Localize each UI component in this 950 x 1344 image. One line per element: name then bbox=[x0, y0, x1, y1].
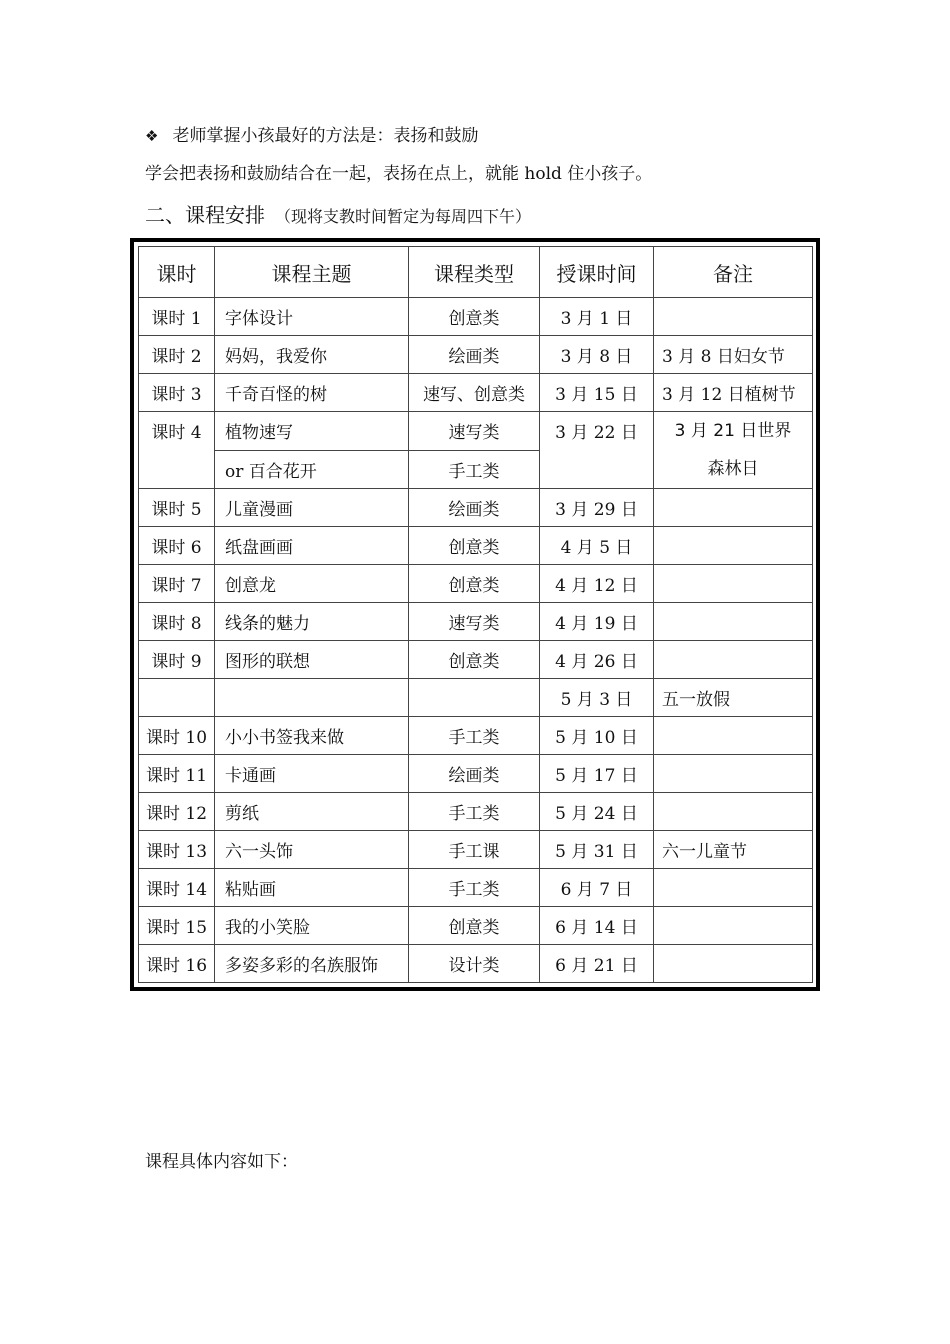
intro-line-1: 老师掌握小孩最好的方法是：表扬和鼓励 bbox=[172, 126, 479, 146]
cell-lesson bbox=[139, 679, 215, 717]
table-row bbox=[139, 603, 813, 641]
cell-topic: 多姿多彩的名族服饰 bbox=[215, 945, 409, 983]
cell-note bbox=[654, 755, 813, 793]
course-schedule-table bbox=[138, 246, 813, 983]
cell-note bbox=[654, 869, 813, 907]
header-date: 授课时间 bbox=[540, 247, 654, 298]
cell-note bbox=[654, 945, 813, 983]
table-row bbox=[139, 945, 813, 983]
header-note: 备注 bbox=[654, 247, 813, 298]
cell-topic: 剪纸 bbox=[215, 793, 409, 831]
table-row bbox=[139, 679, 813, 717]
cell-lesson: 课时 15 bbox=[139, 907, 215, 945]
cell-type: 创意类 bbox=[409, 565, 540, 603]
cell-type: 手工类 bbox=[409, 869, 540, 907]
cell-date: 4 月 26 日 bbox=[540, 641, 654, 679]
course-schedule-table-frame bbox=[130, 238, 820, 991]
cell-date: 3 月 8 日 bbox=[540, 336, 654, 374]
outro-text: 课程具体内容如下： bbox=[145, 1152, 298, 1172]
cell-lesson: 课时 6 bbox=[139, 527, 215, 565]
cell-type: 绘画类 bbox=[409, 755, 540, 793]
cell-note bbox=[654, 527, 813, 565]
cell-lesson: 课时 2 bbox=[139, 336, 215, 374]
cell-type: 设计类 bbox=[409, 945, 540, 983]
section-heading bbox=[145, 199, 531, 228]
intro-line-2: 学会把表扬和鼓励结合在一起，表扬在点上，就能 hold 住小孩子。 bbox=[145, 164, 653, 184]
cell-note: 3 月 8 日妇女节 bbox=[654, 336, 813, 374]
cell-date: 6 月 14 日 bbox=[540, 907, 654, 945]
cell-type: 创意类 bbox=[409, 298, 540, 336]
table-row bbox=[139, 412, 813, 451]
cell-lesson: 课时 7 bbox=[139, 565, 215, 603]
header-type: 课程类型 bbox=[409, 247, 540, 298]
table-row bbox=[139, 831, 813, 869]
cell-date: 5 月 24 日 bbox=[540, 793, 654, 831]
cell-topic: 我的小笑脸 bbox=[215, 907, 409, 945]
cell-date: 6 月 7 日 bbox=[540, 869, 654, 907]
cell-topic: 字体设计 bbox=[215, 298, 409, 336]
cell-date: 3 月 15 日 bbox=[540, 374, 654, 412]
cell-lesson: 课时 11 bbox=[139, 755, 215, 793]
table-row bbox=[139, 755, 813, 793]
cell-lesson: 课时 9 bbox=[139, 641, 215, 679]
cell-lesson: 课时 8 bbox=[139, 603, 215, 641]
cell-note bbox=[654, 641, 813, 679]
cell-topic: 儿童漫画 bbox=[215, 489, 409, 527]
cell-date: 5 月 3 日 bbox=[540, 679, 654, 717]
cell-type: 创意类 bbox=[409, 641, 540, 679]
cell-date: 4 月 5 日 bbox=[540, 527, 654, 565]
cell-date: 4 月 12 日 bbox=[540, 565, 654, 603]
cell-lesson: 课时 12 bbox=[139, 793, 215, 831]
cell-topic: 千奇百怪的树 bbox=[215, 374, 409, 412]
table-row bbox=[139, 336, 813, 374]
table-row bbox=[139, 907, 813, 945]
intro-bullet-line bbox=[145, 121, 478, 146]
cell-type: 手工类 bbox=[409, 793, 540, 831]
table-row bbox=[139, 869, 813, 907]
cell-type: 创意类 bbox=[409, 907, 540, 945]
cell-topic: 粘贴画 bbox=[215, 869, 409, 907]
cell-date: 5 月 17 日 bbox=[540, 755, 654, 793]
cell-date: 5 月 31 日 bbox=[540, 831, 654, 869]
cell-lesson: 课时 10 bbox=[139, 717, 215, 755]
cell-topic: 卡通画 bbox=[215, 755, 409, 793]
cell-topic: 妈妈，我爱你 bbox=[215, 336, 409, 374]
cell-lesson: 课时 5 bbox=[139, 489, 215, 527]
table-row bbox=[139, 298, 813, 336]
cell-topic: 图形的联想 bbox=[215, 641, 409, 679]
table-row bbox=[139, 489, 813, 527]
cell-lesson: 课时 14 bbox=[139, 869, 215, 907]
cell-lesson: 课时 16 bbox=[139, 945, 215, 983]
cell-type: 创意类 bbox=[409, 527, 540, 565]
cell-type: 手工类 bbox=[409, 450, 540, 489]
cell-note bbox=[654, 298, 813, 336]
cell-type: 速写类 bbox=[409, 412, 540, 451]
section-note: （现将支教时间暂定为每周四下午） bbox=[275, 207, 532, 226]
header-lesson: 课时 bbox=[139, 247, 215, 298]
diamond-bullet-icon: ❖ bbox=[145, 127, 159, 145]
cell-type bbox=[409, 679, 540, 717]
cell-lesson: 课时 13 bbox=[139, 831, 215, 869]
cell-topic bbox=[215, 679, 409, 717]
cell-topic: 植物速写 bbox=[215, 412, 409, 451]
cell-note bbox=[654, 793, 813, 831]
table-row bbox=[139, 793, 813, 831]
cell-type: 速写、创意类 bbox=[409, 374, 540, 412]
cell-type: 速写类 bbox=[409, 603, 540, 641]
cell-type: 手工课 bbox=[409, 831, 540, 869]
table-row bbox=[139, 717, 813, 755]
cell-note bbox=[654, 907, 813, 945]
cell-note: 五一放假 bbox=[654, 679, 813, 717]
cell-lesson: 课时 4 bbox=[139, 412, 215, 489]
cell-type: 绘画类 bbox=[409, 489, 540, 527]
cell-type: 绘画类 bbox=[409, 336, 540, 374]
cell-date: 3 月 1 日 bbox=[540, 298, 654, 336]
cell-note bbox=[654, 603, 813, 641]
cell-note: 3 月 12 日植树节 bbox=[654, 374, 813, 412]
cell-note bbox=[654, 717, 813, 755]
cell-topic: 小小书签我来做 bbox=[215, 717, 409, 755]
cell-lesson: 课时 3 bbox=[139, 374, 215, 412]
table-row bbox=[139, 527, 813, 565]
cell-date: 5 月 10 日 bbox=[540, 717, 654, 755]
cell-note bbox=[654, 489, 813, 527]
header-topic: 课程主题 bbox=[215, 247, 409, 298]
cell-note bbox=[654, 412, 813, 489]
cell-date: 3 月 29 日 bbox=[540, 489, 654, 527]
table-header-row bbox=[139, 247, 813, 298]
cell-topic: 线条的魅力 bbox=[215, 603, 409, 641]
cell-note bbox=[654, 565, 813, 603]
cell-topic: or 百合花开 bbox=[215, 450, 409, 489]
section-title: 二、课程安排 bbox=[145, 203, 265, 227]
cell-topic: 纸盘画画 bbox=[215, 527, 409, 565]
cell-date: 3 月 22 日 bbox=[540, 412, 654, 489]
table-row bbox=[139, 641, 813, 679]
table-row bbox=[139, 565, 813, 603]
table-row bbox=[139, 374, 813, 412]
note-line-2: 森林日 bbox=[707, 459, 759, 479]
cell-lesson: 课时 1 bbox=[139, 298, 215, 336]
cell-date: 4 月 19 日 bbox=[540, 603, 654, 641]
note-line-1: 3 月 21 日世界 bbox=[674, 421, 792, 441]
cell-type: 手工类 bbox=[409, 717, 540, 755]
cell-topic: 六一头饰 bbox=[215, 831, 409, 869]
cell-note: 六一儿童节 bbox=[654, 831, 813, 869]
cell-date: 6 月 21 日 bbox=[540, 945, 654, 983]
cell-topic: 创意龙 bbox=[215, 565, 409, 603]
